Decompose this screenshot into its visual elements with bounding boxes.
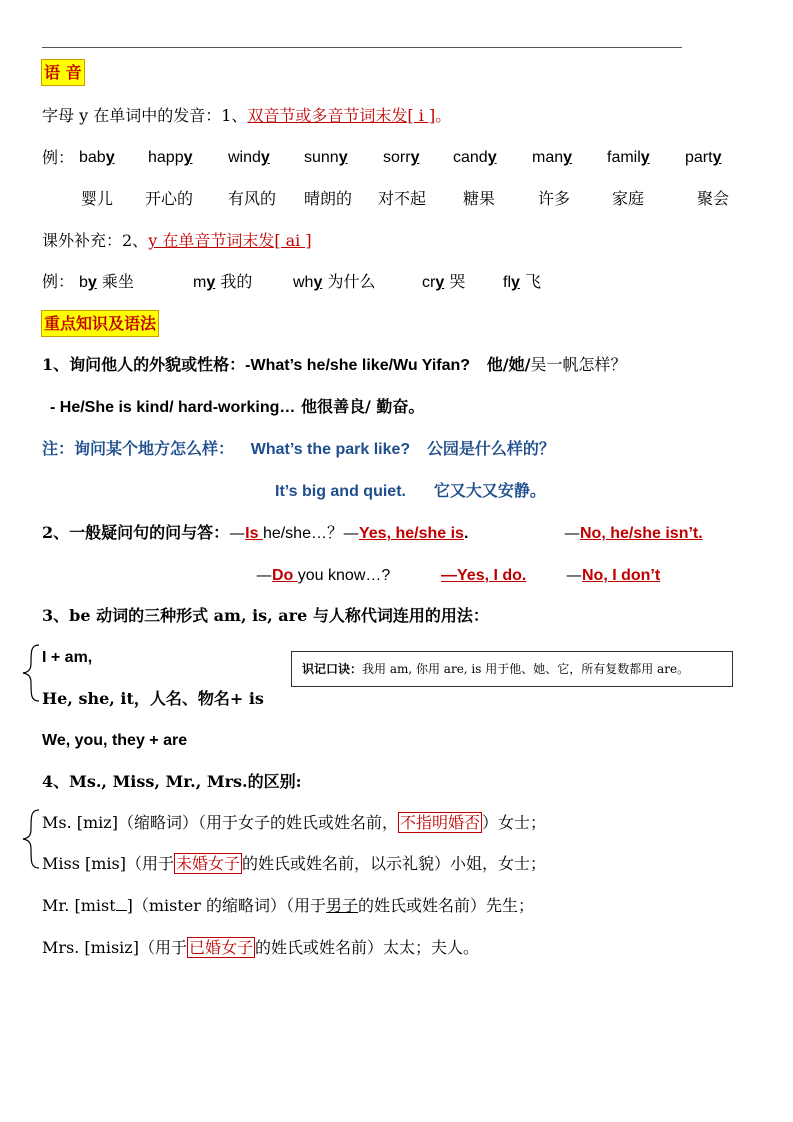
ms-text-a: Ms. [miz]（缩略词）（用于女子的姓氏或姓名前，	[42, 813, 398, 832]
mnemonic-label: 识记口诀：	[302, 662, 363, 676]
point2-no2: No, I don’t	[582, 567, 661, 584]
word-y: y	[563, 149, 573, 166]
mrs-text-b: 的姓氏或姓名前）太太；夫人。	[254, 938, 479, 957]
point2-is: Is	[245, 525, 263, 542]
word-y: y	[338, 149, 348, 166]
mnemonic-text: 我用 am, 你用 are, is 用于他、她、它，所有复数都用 are。	[362, 662, 690, 676]
word-stem: cr	[422, 274, 436, 291]
mr-blank	[116, 896, 127, 911]
ms-highlight: 不指明婚否	[399, 813, 480, 832]
mr-male: 男子	[326, 896, 359, 915]
point2-title: 2、一般疑问句的问与答：	[42, 523, 230, 542]
mnemonic-box	[291, 651, 733, 687]
ex2-prefix: 例：	[42, 272, 75, 291]
word-stem: bab	[79, 149, 106, 166]
ex2-item-cry	[422, 271, 465, 294]
point1-q-en: -What’s he/she like/Wu Yifan?	[245, 357, 471, 374]
ex1-cn-baby: 婴儿	[81, 189, 114, 208]
point3-line3: We, you, they + are	[42, 732, 188, 749]
ex1-word-sunny	[304, 147, 348, 169]
point2-l1-rest: he/she…？	[262, 525, 343, 542]
point1-q-cn-bold: 他/她/	[486, 355, 531, 374]
point2-no1-wrap	[564, 522, 703, 545]
ex1-word-family	[607, 147, 650, 169]
point2-no2-wrap	[566, 564, 660, 587]
point2-l2-rest: you know…?	[297, 567, 391, 584]
phonics-tag: 语 音	[41, 59, 85, 86]
word-cn: 飞	[525, 272, 542, 291]
word-y: y	[183, 149, 193, 166]
point2-no1: No, he/she isn’t.	[580, 525, 703, 542]
point2-do: Do	[272, 567, 298, 584]
y-rule-2-text: y 在单音节词末发[ ai ]	[148, 231, 312, 250]
word-stem: cand	[453, 149, 488, 166]
ex1-cn-party: 聚会	[697, 189, 730, 208]
dash: —	[256, 565, 272, 584]
note-q-en: What’s the park like?	[250, 441, 411, 458]
word-y: y	[105, 149, 115, 166]
ex1-word-happy	[148, 147, 193, 169]
word-stem: sunn	[304, 149, 339, 166]
word-stem: famil	[607, 149, 641, 166]
ex1-cn-windy: 有风的	[228, 189, 277, 208]
ex1-word-windy	[228, 147, 270, 169]
mr-text-a: Mr. [mist	[42, 896, 116, 915]
point4-mrs	[42, 937, 479, 959]
y-rule-1-prefix: 字母 y 在单词中的发音：1、	[42, 106, 248, 125]
dash: —	[342, 523, 359, 542]
word-cn: 乘坐	[101, 272, 134, 291]
point4-mr	[42, 895, 534, 917]
section-grammar-title	[41, 313, 159, 335]
point1-question	[42, 354, 627, 377]
word-stem: part	[685, 149, 713, 166]
ex2-item-by	[79, 271, 134, 294]
dash: —	[564, 523, 580, 542]
word-cn: 哭	[449, 272, 466, 291]
y-rule-1	[42, 105, 451, 127]
note-prefix: 注：询问某个地方怎么样：	[42, 439, 235, 458]
word-stem: wind	[228, 149, 261, 166]
word-y: y	[640, 149, 650, 166]
y-rule-1-text: 双音节或多音节词末发[ i ]	[247, 106, 436, 125]
point2-yes2: —Yes, I do.	[441, 567, 527, 584]
note-a-cn: 它又大又安静。	[433, 481, 546, 500]
point4-title: 4、Ms., Miss, Mr., Mrs.的区别:	[42, 772, 302, 791]
word-y: y	[87, 274, 97, 291]
ex2-item-my	[193, 271, 252, 294]
ex1-word-candy	[453, 147, 497, 169]
word-stem: b	[79, 274, 88, 291]
word-y: y	[487, 149, 497, 166]
y-rule-2	[42, 230, 312, 252]
grammar-tag: 重点知识及语法	[41, 310, 159, 337]
point3-title: 3、be 动词的三种形式 am, is, are 与人称代词连用的用法：	[42, 606, 489, 625]
mr-text-b: ]（mister 的缩略词）（用于	[126, 896, 327, 915]
ex2-item-why	[293, 271, 375, 294]
header-rule	[42, 47, 682, 48]
ex1-cn-sunny: 晴朗的	[304, 189, 353, 208]
point2-line2	[256, 564, 390, 587]
word-stem: fl	[503, 274, 511, 291]
point1-a-cn: 他很善良/ 勤奋。	[300, 397, 425, 416]
word-stem: wh	[293, 274, 314, 291]
word-y: y	[410, 149, 420, 166]
ex1-cn-happy: 开心的	[145, 189, 194, 208]
note-question	[42, 438, 555, 461]
y-rule-2-prefix: 课外补充：2、	[42, 231, 149, 250]
point2-line1	[42, 522, 468, 545]
word-stem: sorr	[383, 149, 411, 166]
section-phonics-title	[41, 62, 85, 84]
word-y: y	[435, 274, 445, 291]
word-y: y	[206, 274, 216, 291]
left-brace-icon	[17, 808, 43, 870]
word-stem: m	[193, 274, 207, 291]
ex1-cn-many: 许多	[538, 189, 571, 208]
point4-miss	[42, 853, 546, 875]
ex1-word-sorry	[383, 147, 419, 169]
word-y: y	[511, 274, 520, 291]
point4-ms	[42, 812, 546, 834]
ex1-cn-candy: 糖果	[463, 189, 496, 208]
ex1-word-baby	[79, 147, 115, 169]
word-y: y	[712, 149, 722, 166]
mrs-text-a: Mrs. [misiz]（用于	[42, 938, 187, 957]
dash: —	[229, 523, 246, 542]
point2-yes2-wrap	[441, 564, 526, 587]
ex1-word-party	[685, 147, 721, 169]
point1-a-en: - He/She is kind/ hard-working…	[50, 399, 296, 416]
ex2-item-fly	[503, 271, 541, 294]
point1-prefix: 1、询问他人的外貌或性格：	[42, 355, 246, 374]
word-y: y	[313, 274, 323, 291]
word-cn: 为什么	[327, 272, 376, 291]
word-stem: man	[532, 149, 564, 166]
miss-highlight: 未婚女子	[176, 854, 241, 873]
ex1-cn-sorry: 对不起	[378, 189, 427, 208]
dash: —	[566, 565, 582, 584]
word-stem: happ	[148, 149, 184, 166]
ex1-word-many	[532, 147, 572, 169]
point2-dot: .	[463, 525, 469, 542]
note-q-cn: 公园是什么样的？	[426, 439, 555, 458]
mr-text-c: 的姓氏或姓名前）先生；	[358, 896, 535, 915]
ex1-prefix: 例：	[42, 148, 75, 167]
miss-text-b: 的姓氏或姓名前，以示礼貌）小姐，女士；	[242, 854, 547, 873]
left-brace-icon	[15, 643, 43, 703]
miss-text-a: Miss [mis]（用于	[42, 854, 174, 873]
word-y: y	[260, 149, 270, 166]
point2-yes1: Yes, he/she is	[358, 525, 464, 542]
y-rule-1-end: 。	[435, 106, 452, 125]
mrs-highlight: 已婚女子	[188, 938, 253, 957]
ms-text-b: ）女士；	[482, 813, 547, 832]
word-cn: 我的	[220, 272, 253, 291]
point1-q-cn: 吴一帆怎样？	[530, 355, 627, 374]
point1-answer	[50, 396, 424, 419]
point3-line1: I + am,	[42, 649, 93, 666]
note-a-en: It’s big and quiet.	[275, 483, 406, 500]
ex1-cn-family: 家庭	[612, 189, 645, 208]
note-answer	[275, 480, 546, 503]
point3-line2: He, she, it，人名、物名+ is	[42, 689, 264, 708]
